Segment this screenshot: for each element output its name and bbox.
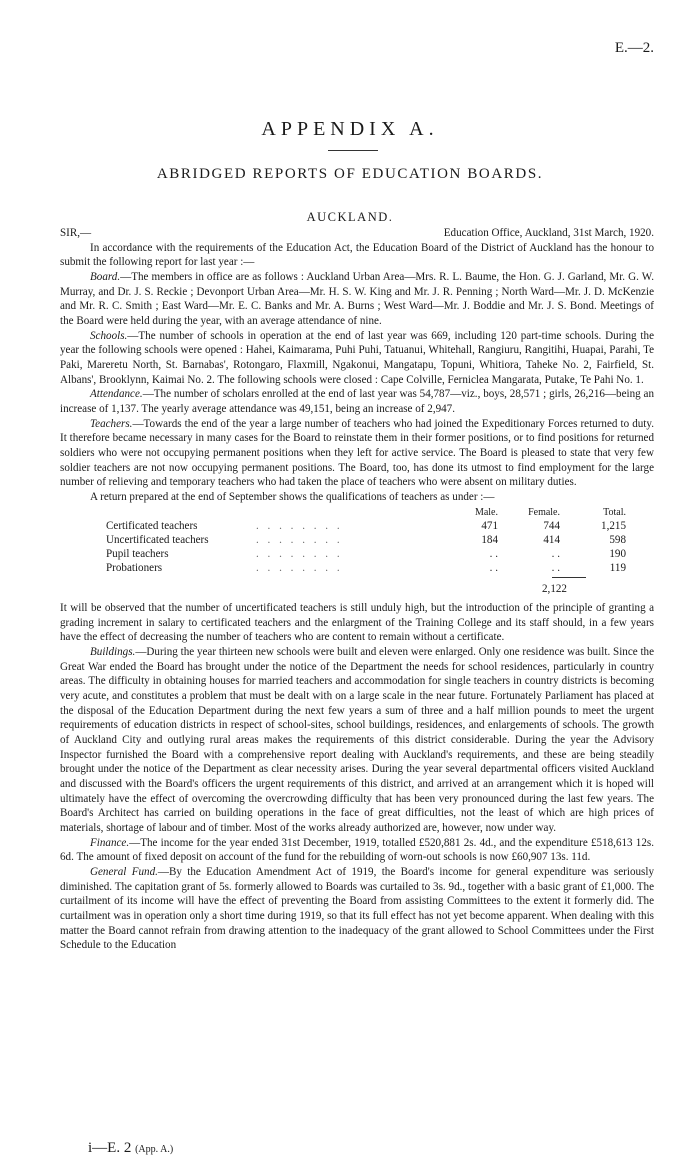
salutation-line [60, 226, 654, 241]
schools-text: —The number of schools in operation at the end of last year was 669, including 120 part-time schools. During the year the following schools were opened : Hahei, Kaimarama, Puhi Puhi, Tatuanui, Whitehall, Rangiuru, Rangitihi, Huapai, Parahi, Te Paki, Mareretu North, St. Barnabas', Rotongaro, Flaxmill, Ngakonui, Mangatapu, Topuni, Whitiora, Taheke No. 2, Fairfield, St. Albans', Brooklynn, Kaimai No. 2. The following schools were closed : Cape Colville, Ferniclea Mangarata, Putake, Te Pahi No. 1. [60, 329, 654, 386]
salutation: SIR,— [60, 227, 92, 239]
total-cell: 190 [609, 547, 626, 560]
teachers-table [106, 506, 626, 575]
table-row [106, 520, 626, 534]
finance-paragraph [60, 836, 654, 865]
total-header: Total. [603, 507, 626, 519]
buildings-paragraph [60, 645, 654, 836]
buildings-heading: Buildings. [90, 646, 136, 659]
female-cell: . . [551, 561, 560, 574]
leader-dots: . . . . . . . . [256, 547, 343, 560]
title-rule [328, 150, 378, 151]
male-cell: . . [489, 561, 498, 574]
footer-note: (App. A.) [135, 1144, 174, 1155]
total-cell: 598 [609, 534, 626, 547]
appendix-title: APPENDIX A. [261, 118, 439, 140]
section-heading: AUCKLAND. [306, 210, 394, 224]
general-fund-heading: General Fund. [90, 865, 158, 878]
female-cell: . . [551, 547, 560, 560]
male-cell: . . [489, 547, 498, 560]
male-header: Male. [474, 507, 498, 519]
buildings-text: —During the year thirteen new schools were built and eleven were enlarged. Only one residence was built. Since the Great War ended the Board has brought under the notice of the Department the needs for school residences, particularly in country areas. The difficulty in obtaining houses for married teachers and accommodation for single teachers in country districts is becoming very acute, and constitutes a problem that must be dealt with on a large scale in the near future. Fortunately Parliament has placed at the disposal of the Education Department during the next few years a sum of three and a half million pounds to meet the urgent requirements of education districts in respect of school-sites, school buildings, residences, and enlargements of schools. The growth of Auckland City and outlying rural areas makes the requirements of this district considerable. During the year the Advisory Inspector furnished the Board with a comprehensive report dealing with Auckland's requirements, and these are being steadily brought under the notice of the Department as clear necessity arises. During the year several departmental officers visited Auckland and discussed with the Board's officers the urgent requirements of this district, and arrived at an arrangement which it is hoped will ultimately have the effect of overcoming the overcrowding difficulty that has been very pronounced during the last few years. The Board's Architect has carried on building operations in the face of great difficulties, not the least of which are high prices of materials, shortage of labour and of timber. Most of the works already authorized are, however, now under way. [60, 646, 654, 834]
female-cell: 414 [543, 534, 560, 547]
attendance-paragraph [60, 387, 654, 416]
row-label: Pupil teachers [106, 547, 169, 560]
schools-heading: Schools. [90, 329, 128, 342]
female-cell: 744 [543, 520, 560, 533]
female-header: Female. [528, 507, 560, 519]
table-row [106, 548, 626, 562]
male-cell: 184 [481, 534, 498, 547]
page-footer [88, 1140, 173, 1157]
intro-paragraph: In accordance with the requirements of the Education Act, the Education Board of the District of Auckland has the honour to submit the following report for last year :— [60, 241, 654, 269]
board-paragraph [60, 270, 654, 329]
row-label: Certificated teachers [106, 520, 198, 533]
teachers-text: —Towards the end of the year a large number of teachers who had joined the Expeditionary Forces returned to duty. It therefore became necessary in many cases for the Board to reinstate them in their former positions, or to find positions for returned soldiers who were not occupying permanent positions when they left for active service. The Board is pleased to state that very few soldier teachers are not now occupying permanent positions. The Board, too, has done its utmost to find employment for the large number of relieving and temporary teachers who had taken the place of teachers who were absent on military duties. [60, 417, 654, 489]
board-heading: Board. [90, 270, 121, 283]
attendance-text: —The number of scholars enrolled at the end of last year was 54,787—viz., boys, 28,571 ; girls, 26,216—being an increase of 1,137. The yearly average attendance was 49,151, being an increase of 2,947. [60, 388, 654, 415]
leader-dots: . . . . . . . . [256, 520, 343, 533]
finance-heading: Finance. [90, 836, 130, 849]
total-rule [552, 577, 586, 578]
grand-total: 2,122 [542, 583, 567, 596]
table-header-row [106, 506, 626, 520]
dateline: Education Office, Auckland, 31st March, 1920. [443, 227, 654, 239]
attendance-heading: Attendance. [90, 388, 143, 401]
schools-paragraph [60, 329, 654, 388]
row-label: Probationers [106, 561, 163, 574]
board-text: —The members in office are as follows : Auckland Urban Area—Mrs. R. L. Baume, the Hon. G. J. Garland, Mr. G. W. Murray, and Dr. J. S. Reckie ; Devonport Urban Area—Mr. H. S. W. King and Mr. J. R. Penning ; North Ward—Mr. J. D. McKenzie and Mr. R. C. Smith ; East Ward—Mr. E. C. Banks and Mr. A. Burns ; West Ward—Mr. J. Boddie and Mr. J. S. Bond. Meetings of the Board were held during the year, with an average attendance of nine. [60, 270, 654, 327]
total-cell: 1,215 [601, 520, 626, 533]
teachers-paragraph [60, 417, 654, 490]
report-body [60, 226, 654, 953]
general-fund-text: —By the Education Amendment Act of 1919, the Board's income for general expenditure was seriously diminished. The capitation grant of 5s. formerly allowed to Boards was curtailed to 3s. 9d., together with a basic grant of £1,000. The curtailment of its income will have the effect of preventing the Board from assisting Committees to the extent it formerly did. The curtailment was in operation only a short time during 1919, so that its full effect has not yet become apparent. When dealing with this matter the Board cannot refrain from drawing attention to the inadequacy of the grant allowed to School Committees under the First Schedule to the Education [60, 865, 654, 952]
page-id: E.—2. [614, 40, 654, 56]
table-row [106, 562, 626, 576]
uncertificated-paragraph: It will be observed that the number of uncertificated teachers is still unduly high, but the introduction of the principle of granting a grading increment in salary to certificated teachers and the enlargment of the Training College and its staff should, in a few years have the effect of decreasing the number of teachers who are content to remain without a certificate. [60, 602, 654, 644]
report-subtitle: ABRIDGED REPORTS OF EDUCATION BOARDS. [156, 166, 544, 182]
return-paragraph: A return prepared at the end of September shows the qualifications of teachers as under :— [90, 490, 495, 503]
finance-text: —The income for the year ended 31st December, 1919, totalled £520,881 2s. 4d., and the expenditure £518,613 12s. 6d. The amount of fixed deposit on account of the fund for the rebuilding of worn-out schools is now £60,907 13s. 11d. [60, 836, 654, 864]
leader-dots: . . . . . . . . [256, 561, 343, 574]
general-fund-paragraph [60, 865, 654, 953]
row-label: Uncertificated teachers [106, 534, 209, 547]
total-cell: 119 [609, 561, 626, 574]
teachers-heading: Teachers. [90, 417, 133, 430]
leader-dots: . . . . . . . . [256, 534, 343, 547]
male-cell: 471 [481, 520, 498, 533]
footer-signature: i—E. 2 [88, 1140, 132, 1156]
table-row [106, 534, 626, 548]
